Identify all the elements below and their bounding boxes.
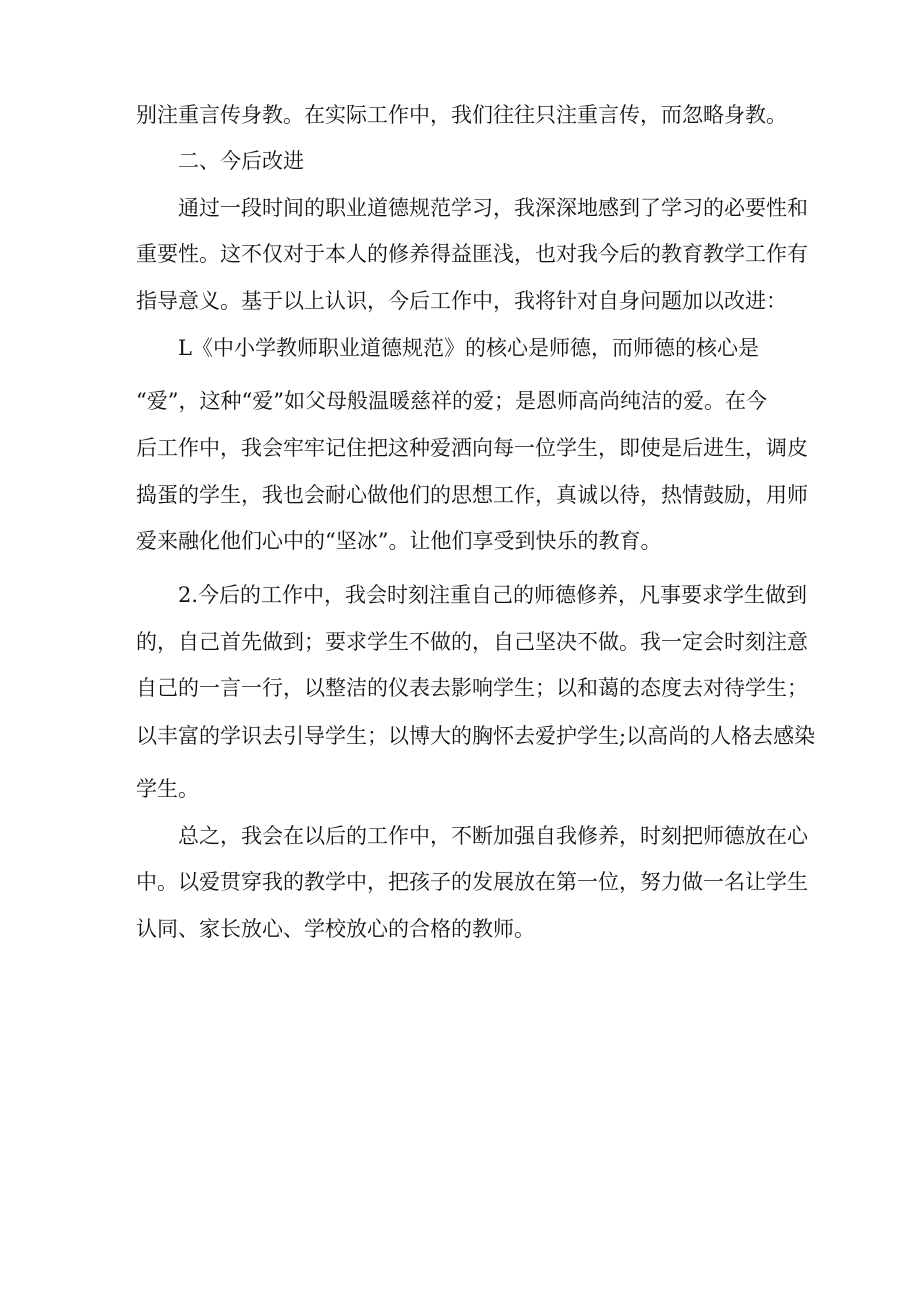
text-line: 的，自己首先做到；要求学生不做的，自己坚决不做。我一定会时刻注意: [136, 630, 808, 654]
text-line: 学生。: [136, 777, 199, 801]
text-line: 重要性。这不仅对于本人的修养得益匪浅，也对我今后的教育教学工作有: [136, 242, 808, 266]
text-line: 后工作中，我会牢牢记住把这种爱洒向每一位学生，即使是后进生，调皮: [136, 436, 808, 460]
text-line: 通过一段时间的职业道德规范学习，我深深地感到了学习的必要性和: [178, 196, 808, 220]
text-line: 2.今后的工作中，我会时刻注重自己的师德修养，凡事要求学生做到: [178, 583, 808, 607]
section-heading: 二、今后改进: [178, 149, 304, 173]
text-line: 中。以爱贯穿我的教学中，把孩子的发展放在第一位，努力做一名让学生: [136, 870, 808, 894]
text-line: 别注重言传身教。在实际工作中，我们往往只注重言传，而忽略身教。: [136, 103, 787, 127]
text-line: 认同、家长放心、学校放心的合格的教师。: [136, 917, 535, 941]
text-line: “爱”，这种“爱”如父母般温暖慈祥的爱；是恩师高尚纯洁的爱。在今: [136, 389, 767, 413]
text-line: 以丰富的学识去引导学生；以博大的胸怀去爱护学生;以高尚的人格去感染: [136, 724, 816, 748]
text-line: 自己的一言一行，以整洁的仪表去影响学生；以和蔼的态度去对待学生；: [136, 676, 808, 700]
text-line: 爱来融化他们心中的“坚冰”。让他们享受到快乐的教育。: [136, 529, 662, 553]
text-line: 总之，我会在以后的工作中，不断加强自我修养，时刻把师德放在心: [178, 824, 808, 848]
text-line: 捣蛋的学生，我也会耐心做他们的思想工作，真诚以待，热情鼓励，用师: [136, 483, 808, 507]
text-line: 指导意义。基于以上认识，今后工作中，我将针对自身问题加以改进：: [136, 289, 787, 313]
text-line: L《中小学教师职业道德规范》的核心是师德，而师德的核心是: [178, 336, 759, 360]
